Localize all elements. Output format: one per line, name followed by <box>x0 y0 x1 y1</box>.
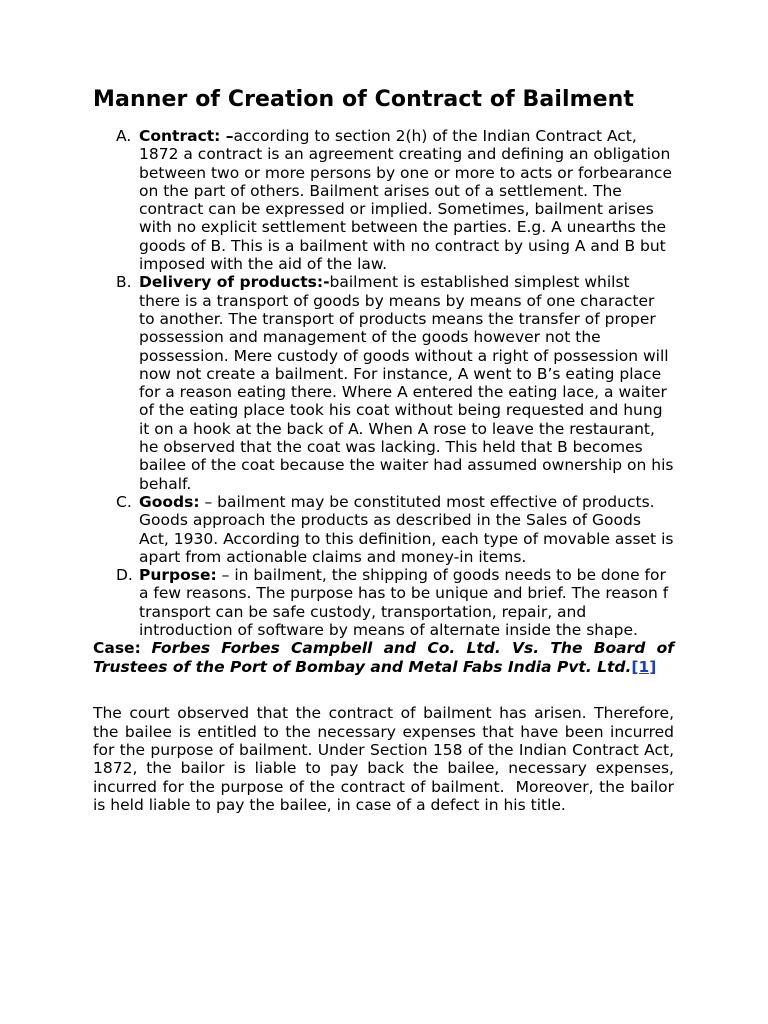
list-letter: B. <box>116 273 132 292</box>
list-term: Purpose: <box>139 566 217 585</box>
list-text: – bailment may be constituted most effective of products. Goods approach the products as described in the Sales of Goods Act, 1930. According to this definition, each type of movable asset is apart from actionable claims and money-in items. <box>139 492 674 566</box>
list-text: according to section 2(h) of the Indian Contract Act, 1872 a contract is an agreement creating and defining an obligation between two or more persons by one or more to acts or forbearance on the part of others. Bailment arises out of a settlement. The contract can be expressed or implied. Sometimes, bailment arises with no explicit settlement between the parties. E.g. A unearths the goods of B. This is a bailment with no contract by using A and B but imposed with the aid of the law. <box>139 127 672 274</box>
list-text: bailment is established simplest whilst there is a transport of goods by means by means of one character to another. The transport of products means the transfer of proper possession and management of the goods however not the possession. Mere custody of goods without a right of possession will now not create a bailment. For instance, A went to B’s eating place for a reason eating there. Where A entered the eating lace, a waiter of the eating place took his coat without being requested and hung it on a hook at the back of A. When A rose to leave the restaurant, he observed that the coat was lacking. This held that B becomes bailee of the coat because the waiter had assumed ownership on his behalf. <box>139 273 674 493</box>
list-item-delivery <box>93 273 674 493</box>
list-term: Goods: <box>139 492 200 511</box>
list-item-purpose <box>93 566 674 639</box>
footnote-link[interactable]: [1] <box>631 658 657 677</box>
list-item-contract <box>93 127 674 273</box>
list-term: Delivery of products:- <box>139 273 330 292</box>
case-label: Case: <box>93 639 141 658</box>
case-citation <box>93 639 674 677</box>
case-title: Forbes Forbes Campbell and Co. Ltd. Vs. The Board of Trustees of the Port of Bombay and Metal Fabs India Pvt. Ltd. <box>93 639 674 677</box>
list-letter: C. <box>116 492 132 511</box>
list-letter: D. <box>116 566 133 585</box>
bailment-list <box>93 127 674 639</box>
body-paragraph: The court observed that the contract of bailment has arisen. Therefore, the bailee is entitled to the necessary expenses that have been incurred for the purpose of bailment. Under Section 158 of the Indian Contract Act, 1872, the bailor is liable to pay back the bailee, necessary expenses, incurred for the purpose of the contract of bailment. Moreover, the bailor is held liable to pay the bailee, in case of a defect in his title. <box>93 704 674 814</box>
page-title: Manner of Creation of Contract of Bailment <box>93 87 635 112</box>
list-letter: A. <box>116 127 132 145</box>
list-text: – in bailment, the shipping of goods needs to be done for a few reasons. The purpose has to be unique and brief. The reason f transport can be safe custody, transportation, repair, and introduction of software by means of alternate inside the shape. <box>139 566 669 640</box>
list-term: Contract: – <box>139 127 234 145</box>
list-item-goods <box>93 493 674 566</box>
